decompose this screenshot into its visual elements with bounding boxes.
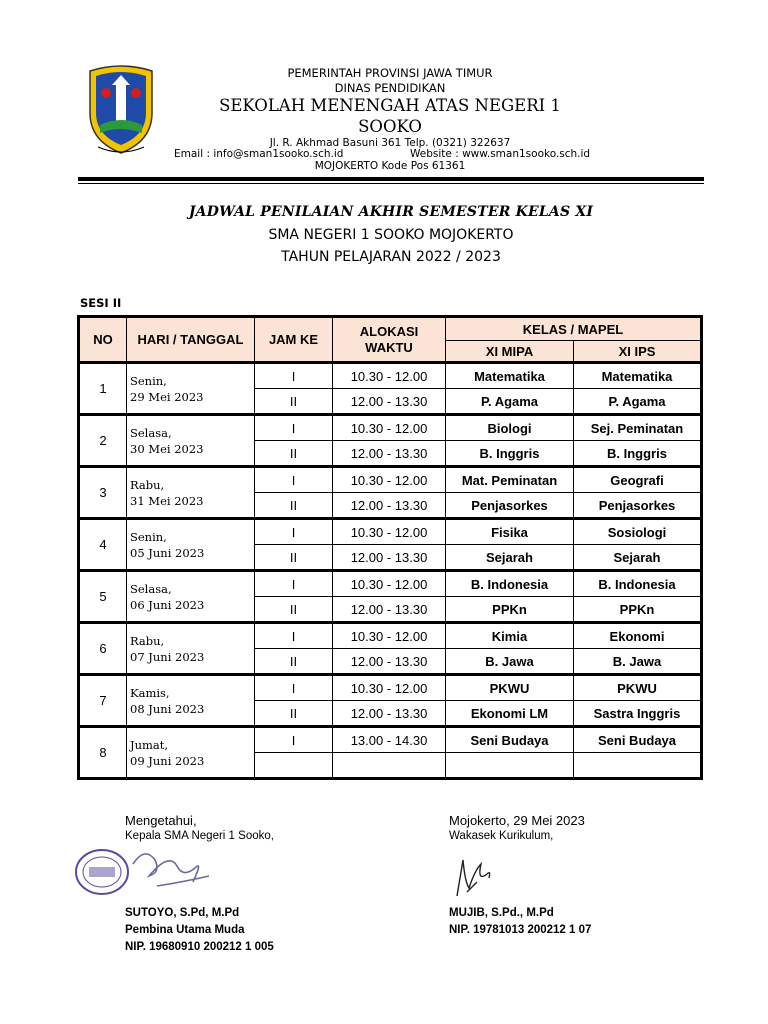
subject-ips-cell: B. Inggris [574,441,702,467]
header-xi-ips: XI IPS [574,341,702,363]
signature-right-block [449,905,591,939]
day-name: Selasa, [130,425,172,440]
header-kelas-mapel: KELAS / MAPEL [446,317,702,341]
subject-ips-cell: Sej. Peminatan [574,415,702,441]
subject-mipa-cell: B. Jawa [446,649,574,675]
subject-mipa-cell [446,753,574,779]
table-row [79,519,702,545]
subject-ips-cell: PPKn [574,597,702,623]
time-cell: 10.30 - 12.00 [333,571,446,597]
exam-schedule-table [77,315,703,780]
subject-mipa-cell: Mat. Peminatan [446,467,574,493]
jam-ke-cell: I [255,363,333,389]
day-name: Jumat, [130,737,169,752]
subject-mipa-cell: Matematika [446,363,574,389]
time-cell: 12.00 - 13.30 [333,701,446,727]
row-number: 2 [79,415,127,467]
table-row [79,467,702,493]
signature-left-greeting: Mengetahui, [125,813,197,828]
table-row [79,571,702,597]
day-name: Rabu, [130,633,165,648]
time-cell: 10.30 - 12.00 [333,675,446,701]
day-date-cell [127,363,255,415]
signature-right-place-date: Mojokerto, 29 Mei 2023 [449,813,585,828]
subject-mipa-cell: Fisika [446,519,574,545]
row-number: 7 [79,675,127,727]
subject-mipa-cell: PPKn [446,597,574,623]
subject-mipa-cell: P. Agama [446,389,574,415]
exam-date: 05 Juni 2023 [130,545,205,560]
schedule-body [79,363,702,779]
day-date-cell [127,467,255,519]
subject-mipa-cell: Ekonomi LM [446,701,574,727]
subject-ips-cell: Seni Budaya [574,727,702,753]
signature-left-position: Kepala SMA Negeri 1 Sooko, [125,830,274,842]
header-jam-ke: JAM KE [255,317,333,363]
day-date-cell [127,675,255,727]
day-name: Senin, [130,373,167,388]
jam-ke-cell: I [255,727,333,753]
jam-ke-cell: I [255,519,333,545]
table-row [79,675,702,701]
row-number: 3 [79,467,127,519]
subject-mipa-cell: Kimia [446,623,574,649]
jam-ke-cell: II [255,597,333,623]
session-label: SESI II [80,296,122,310]
school-crest-logo [84,63,158,155]
letterhead-rule-thin [78,183,704,184]
subject-ips-cell: P. Agama [574,389,702,415]
school-name-line1: SEKOLAH MENENGAH ATAS NEGERI 1 [219,96,561,115]
row-number: 1 [79,363,127,415]
row-number: 5 [79,571,127,623]
day-date-cell [127,571,255,623]
exam-date: 30 Mei 2023 [130,441,204,456]
subject-mipa-cell: Penjasorkes [446,493,574,519]
jam-ke-cell: II [255,493,333,519]
principal-name: SUTOYO, S.Pd, M.Pd [125,907,240,919]
time-cell: 12.00 - 13.30 [333,545,446,571]
time-cell: 12.00 - 13.30 [333,597,446,623]
subject-ips-cell: Geografi [574,467,702,493]
letterhead-rule-thick [78,177,704,181]
jam-ke-cell: II [255,545,333,571]
subject-mipa-cell: PKWU [446,675,574,701]
subject-ips-cell: Sejarah [574,545,702,571]
subject-mipa-cell: Sejarah [446,545,574,571]
school-website: Website : www.sman1sooko.sch.id [410,148,591,160]
day-name: Rabu, [130,477,165,492]
exam-date: 07 Juni 2023 [130,649,205,664]
academic-year: TAHUN PELAJARAN 2022 / 2023 [281,249,501,265]
document-title: JADWAL PENILAIAN AKHIR SEMESTER KELAS XI [188,204,594,220]
subject-ips-cell [574,753,702,779]
time-cell: 10.30 - 12.00 [333,519,446,545]
time-cell: 12.00 - 13.30 [333,649,446,675]
row-number: 4 [79,519,127,571]
jam-ke-cell: I [255,623,333,649]
day-date-cell [127,623,255,675]
subject-ips-cell: Penjasorkes [574,493,702,519]
table-row [79,363,702,389]
header-xi-mipa: XI MIPA [446,341,574,363]
signature-left-block [125,905,274,956]
school-address: Jl. R. Akhmad Basuni 361 Telp. (0321) 322637 [269,137,511,149]
jam-ke-cell: I [255,571,333,597]
day-date-cell [127,415,255,467]
jam-ke-cell: II [255,441,333,467]
subject-ips-cell: Ekonomi [574,623,702,649]
subject-mipa-cell: Biologi [446,415,574,441]
exam-date: 31 Mei 2023 [130,493,204,508]
day-name: Selasa, [130,581,172,596]
time-cell: 12.00 - 13.30 [333,441,446,467]
table-row [79,623,702,649]
school-stamp-signature [73,842,283,902]
time-cell: 13.00 - 14.30 [333,727,446,753]
school-city: MOJOKERTO Kode Pos 61361 [314,160,466,172]
time-cell: 10.30 - 12.00 [333,415,446,441]
subject-ips-cell: Matematika [574,363,702,389]
jam-ke-cell: I [255,675,333,701]
table-row [79,727,702,753]
subject-ips-cell: B. Jawa [574,649,702,675]
row-number: 6 [79,623,127,675]
wakasek-name: MUJIB, S.Pd., M.Pd [449,907,554,919]
day-date-cell [127,727,255,779]
principal-nip: NIP. 19680910 200212 1 005 [125,941,274,953]
wakasek-nip: NIP. 19781013 200212 1 07 [449,924,592,936]
time-cell: 10.30 - 12.00 [333,623,446,649]
document-subtitle: SMA NEGERI 1 SOOKO MOJOKERTO [268,227,514,243]
department-name: DINAS PENDIDIKAN [334,81,446,95]
day-date-cell [127,519,255,571]
day-name: Senin, [130,529,167,544]
time-cell: 10.30 - 12.00 [333,467,446,493]
row-number: 8 [79,727,127,779]
principal-rank: Pembina Utama Muda [125,924,245,936]
subject-ips-cell: PKWU [574,675,702,701]
day-name: Kamis, [130,685,170,700]
time-cell [333,753,446,779]
subject-mipa-cell: B. Indonesia [446,571,574,597]
school-name [160,95,620,137]
time-cell: 12.00 - 13.30 [333,389,446,415]
jam-ke-cell: II [255,389,333,415]
table-row [79,415,702,441]
jam-ke-cell: II [255,701,333,727]
header-no: NO [79,317,127,363]
jam-ke-cell: I [255,415,333,441]
subject-ips-cell: Sastra Inggris [574,701,702,727]
jam-ke-cell: II [255,649,333,675]
subject-ips-cell: Sosiologi [574,519,702,545]
signature-right-position: Wakasek Kurikulum, [449,830,554,842]
subject-mipa-cell: B. Inggris [446,441,574,467]
jam-ke-cell [255,753,333,779]
header-alokasi-waktu: ALOKASI WAKTU [333,317,446,363]
time-cell: 12.00 - 13.30 [333,493,446,519]
government-name: PEMERINTAH PROVINSI JAWA TIMUR [287,66,493,80]
time-cell: 10.30 - 12.00 [333,363,446,389]
school-email: Email : info@sman1sooko.sch.id [174,148,344,160]
wakasek-signature [447,852,507,900]
header-day-date: HARI / TANGGAL [127,317,255,363]
jam-ke-cell: I [255,467,333,493]
exam-date: 29 Mei 2023 [130,389,204,404]
exam-date: 08 Juni 2023 [130,701,205,716]
subject-mipa-cell: Seni Budaya [446,727,574,753]
exam-date: 09 Juni 2023 [130,753,205,768]
school-name-line2: SOOKO [358,117,422,136]
subject-ips-cell: B. Indonesia [574,571,702,597]
exam-date: 06 Juni 2023 [130,597,205,612]
